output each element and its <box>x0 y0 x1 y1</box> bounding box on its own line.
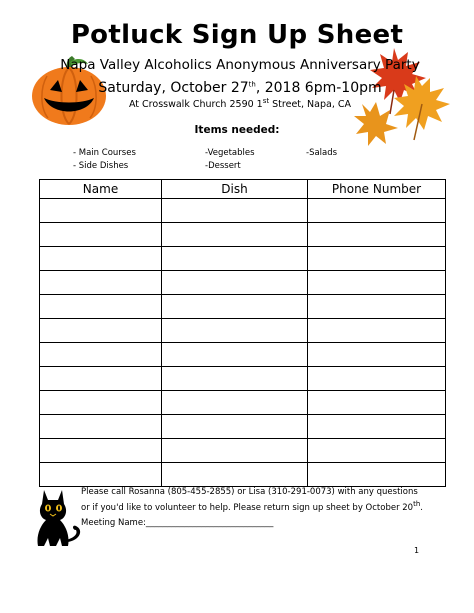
phone-cell[interactable] <box>308 223 446 247</box>
name-cell[interactable] <box>40 319 162 343</box>
volunteer-instructions: or if you'd like to volunteer to help. Please return sign up sheet by October 20th. <box>81 500 423 513</box>
dish-cell[interactable] <box>162 271 308 295</box>
black-cat-icon <box>22 484 86 550</box>
table-row <box>40 463 446 487</box>
name-cell[interactable] <box>40 367 162 391</box>
column-header-phone: Phone Number <box>308 180 446 199</box>
name-cell[interactable] <box>40 439 162 463</box>
item-salads: -Salads <box>306 148 338 158</box>
phone-cell[interactable] <box>308 463 446 487</box>
item-dessert: -Dessert <box>205 161 241 171</box>
table-row <box>40 367 446 391</box>
dish-cell[interactable] <box>162 319 308 343</box>
name-cell[interactable] <box>40 199 162 223</box>
name-cell[interactable] <box>40 271 162 295</box>
event-subtitle: Napa Valley Alcoholics Anonymous Anniversary Party <box>60 57 420 73</box>
page-title: Potluck Sign Up Sheet <box>70 20 404 50</box>
name-cell[interactable] <box>40 415 162 439</box>
item-vegetables: -Vegetables <box>205 148 255 158</box>
item-side-dishes: - Side Dishes <box>73 161 129 171</box>
meeting-name-line <box>81 518 273 528</box>
event-address: At Crosswalk Church 2590 1st Street, Napa, CA <box>128 97 352 111</box>
phone-cell[interactable] <box>308 367 446 391</box>
dish-cell[interactable] <box>162 391 308 415</box>
meeting-name-field[interactable]: ______________________________ <box>145 518 274 528</box>
item-main-courses: - Main Courses <box>73 148 136 158</box>
phone-cell[interactable] <box>308 415 446 439</box>
dish-cell[interactable] <box>162 199 308 223</box>
signup-table <box>39 179 446 487</box>
name-cell[interactable] <box>40 343 162 367</box>
dish-cell[interactable] <box>162 223 308 247</box>
table-row <box>40 439 446 463</box>
items-needed-heading: Items needed: <box>194 124 280 136</box>
table-row <box>40 247 446 271</box>
name-cell[interactable] <box>40 247 162 271</box>
dish-cell[interactable] <box>162 439 308 463</box>
phone-cell[interactable] <box>308 247 446 271</box>
table-row <box>40 319 446 343</box>
phone-cell[interactable] <box>308 271 446 295</box>
table-row <box>40 391 446 415</box>
column-header-dish: Dish <box>162 180 308 199</box>
table-row <box>40 343 446 367</box>
event-date: Saturday, October 27th, 2018 6pm-10pm <box>98 80 382 96</box>
name-cell[interactable] <box>40 463 162 487</box>
dish-cell[interactable] <box>162 247 308 271</box>
dish-cell[interactable] <box>162 295 308 319</box>
table-row <box>40 199 446 223</box>
page-number: 1 <box>414 546 420 555</box>
dish-cell[interactable] <box>162 367 308 391</box>
name-cell[interactable] <box>40 223 162 247</box>
name-cell[interactable] <box>40 295 162 319</box>
dish-cell[interactable] <box>162 415 308 439</box>
table-row <box>40 271 446 295</box>
phone-cell[interactable] <box>308 439 446 463</box>
contact-instructions: Please call Rosanna (805-455-2855) or Lisa (310-291-0073) with any questions <box>81 487 418 497</box>
table-header-row <box>40 180 446 199</box>
dish-cell[interactable] <box>162 343 308 367</box>
phone-cell[interactable] <box>308 295 446 319</box>
phone-cell[interactable] <box>308 391 446 415</box>
name-cell[interactable] <box>40 391 162 415</box>
table-row <box>40 415 446 439</box>
phone-cell[interactable] <box>308 343 446 367</box>
phone-cell[interactable] <box>308 199 446 223</box>
phone-cell[interactable] <box>308 319 446 343</box>
dish-cell[interactable] <box>162 463 308 487</box>
column-header-name: Name <box>40 180 162 199</box>
meeting-name-label: Meeting Name: <box>81 518 146 528</box>
table-row <box>40 223 446 247</box>
table-row <box>40 295 446 319</box>
